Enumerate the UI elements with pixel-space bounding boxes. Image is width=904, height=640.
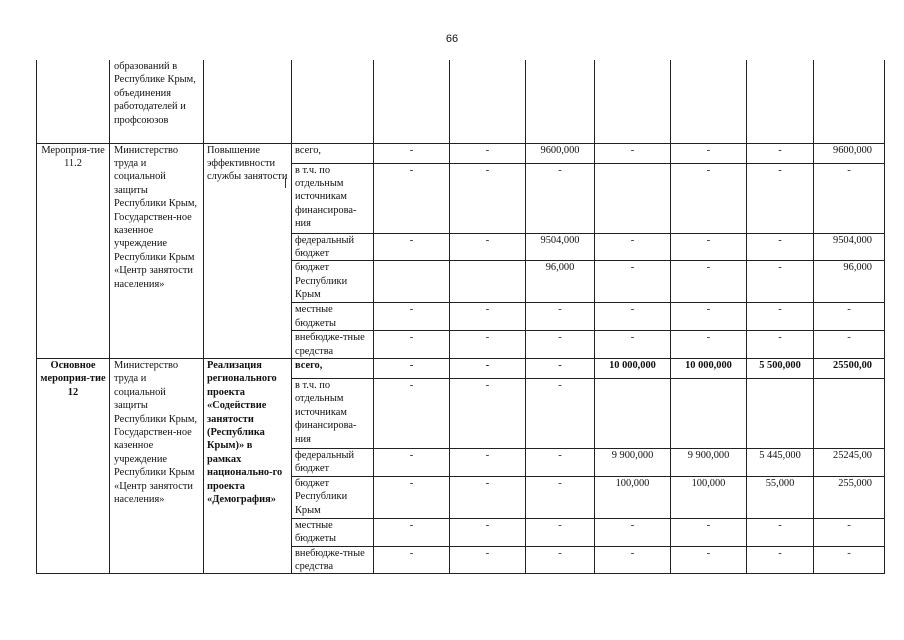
cont-name-cell: [37, 60, 110, 143]
empty-value-cell: -: [671, 261, 747, 303]
cont-value-cell: [595, 60, 671, 143]
empty-value-cell: -: [374, 448, 450, 476]
empty-value-cell: -: [747, 143, 814, 163]
empty-value-cell: -: [374, 518, 450, 546]
empty-value-cell: -: [814, 518, 885, 546]
empty-value-cell: -: [450, 476, 526, 518]
amount-cell: 9 900,000: [671, 448, 747, 476]
empty-value-cell: -: [374, 143, 450, 163]
empty-value-cell: -: [374, 163, 450, 233]
amount-cell: 255,000: [814, 476, 885, 518]
amount-cell: 55,000: [747, 476, 814, 518]
empty-value-cell: [814, 378, 885, 448]
empty-value-cell: -: [814, 163, 885, 233]
empty-value-cell: -: [450, 143, 526, 163]
amount-cell: 9 900,000: [595, 448, 671, 476]
event-title-cell: Реализация регионального проекта «Содействие занятости (Республика Крым)» в рамках национально-го проекта «Демография»: [204, 358, 292, 573]
empty-value-cell: -: [814, 303, 885, 331]
cont-value-cell: [374, 60, 450, 143]
budget-table: [36, 60, 885, 574]
amount-cell: 9600,000: [526, 143, 595, 163]
amount-cell: 100,000: [595, 476, 671, 518]
empty-value-cell: -: [747, 261, 814, 303]
empty-value-cell: -: [814, 546, 885, 574]
empty-value-cell: -: [374, 378, 450, 448]
cont-value-cell: [747, 60, 814, 143]
empty-value-cell: -: [595, 331, 671, 359]
funding-source-cell: всего,: [292, 143, 374, 163]
cont-value-cell: [814, 60, 885, 143]
event-name-cell: Мероприя-тие 11.2: [37, 143, 110, 358]
empty-value-cell: -: [595, 261, 671, 303]
event-title-cell: Повышение эффективности службы занятости: [204, 143, 292, 358]
cont-label-cell: [292, 60, 374, 143]
executor-cell: Министерство труда и социальной защиты Республики Крым, Государствен-ное казенное учреждение Республики Крым «Центр занятости населения»: [110, 143, 204, 358]
empty-value-cell: -: [374, 546, 450, 574]
empty-value-cell: -: [747, 163, 814, 233]
empty-value-cell: -: [671, 546, 747, 574]
cont-value-cell: [450, 60, 526, 143]
amount-cell: 100,000: [671, 476, 747, 518]
empty-value-cell: -: [671, 518, 747, 546]
funding-source-cell: федеральный бюджет: [292, 233, 374, 261]
empty-value-cell: -: [526, 303, 595, 331]
empty-value-cell: -: [747, 233, 814, 261]
empty-value-cell: -: [526, 331, 595, 359]
empty-value-cell: -: [526, 518, 595, 546]
funding-source-cell: внебюдже-тные средства: [292, 331, 374, 359]
cont-org-cell: образований в Республике Крым, объединения работодателей и профсоюзов: [110, 60, 204, 143]
empty-value-cell: -: [595, 546, 671, 574]
empty-value-cell: -: [671, 233, 747, 261]
empty-value-cell: -: [450, 358, 526, 378]
empty-value-cell: -: [450, 233, 526, 261]
empty-value-cell: -: [526, 163, 595, 233]
empty-value-cell: -: [595, 233, 671, 261]
cont-title-cell: [204, 60, 292, 143]
empty-value-cell: [374, 261, 450, 303]
empty-value-cell: [450, 261, 526, 303]
empty-value-cell: [671, 378, 747, 448]
empty-value-cell: -: [747, 518, 814, 546]
amount-cell: 96,000: [526, 261, 595, 303]
block-row: [37, 143, 885, 163]
event-name-cell: Основное мероприя-тие 12: [37, 358, 110, 573]
empty-value-cell: -: [671, 163, 747, 233]
amount-cell: 9504,000: [526, 233, 595, 261]
amount-cell: 10 000,000: [595, 358, 671, 378]
amount-cell: 10 000,000: [671, 358, 747, 378]
empty-value-cell: [595, 378, 671, 448]
empty-value-cell: -: [526, 448, 595, 476]
empty-value-cell: -: [526, 358, 595, 378]
empty-value-cell: -: [374, 358, 450, 378]
funding-source-cell: в т.ч. по отдельным источникам финансирова-ния: [292, 378, 374, 448]
empty-value-cell: -: [595, 303, 671, 331]
executor-cell: Министерство труда и социальной защиты Республики Крым, Государствен-ное казенное учреждение Республики Крым «Центр занятости населения»: [110, 358, 204, 573]
funding-source-cell: бюджет Республики Крым: [292, 261, 374, 303]
empty-value-cell: -: [671, 143, 747, 163]
amount-cell: 25500,00: [814, 358, 885, 378]
amount-cell: 25245,00: [814, 448, 885, 476]
funding-source-cell: федеральный бюджет: [292, 448, 374, 476]
empty-value-cell: -: [450, 546, 526, 574]
empty-value-cell: -: [450, 518, 526, 546]
empty-value-cell: -: [374, 233, 450, 261]
amount-cell: 96,000: [814, 261, 885, 303]
block-row: [37, 358, 885, 378]
funding-source-cell: в т.ч. по отдельным источникам финансирова-ния: [292, 163, 374, 233]
empty-value-cell: -: [450, 378, 526, 448]
empty-value-cell: -: [671, 331, 747, 359]
empty-value-cell: -: [374, 476, 450, 518]
amount-cell: 9600,000: [814, 143, 885, 163]
empty-value-cell: -: [374, 303, 450, 331]
empty-value-cell: -: [450, 448, 526, 476]
empty-value-cell: -: [595, 518, 671, 546]
empty-value-cell: [595, 163, 671, 233]
empty-value-cell: -: [450, 163, 526, 233]
empty-value-cell: -: [814, 331, 885, 359]
empty-value-cell: -: [747, 546, 814, 574]
amount-cell: 9504,000: [814, 233, 885, 261]
funding-source-cell: бюджет Республики Крым: [292, 476, 374, 518]
funding-source-cell: местные бюджеты: [292, 303, 374, 331]
funding-source-cell: местные бюджеты: [292, 518, 374, 546]
table-body: [37, 60, 885, 574]
funding-source-cell: внебюдже-тные средства: [292, 546, 374, 574]
page-number: 66: [445, 33, 459, 45]
empty-value-cell: -: [526, 378, 595, 448]
amount-cell: 5 445,000: [747, 448, 814, 476]
empty-value-cell: -: [450, 331, 526, 359]
continuation-row: [37, 60, 885, 143]
empty-value-cell: -: [595, 143, 671, 163]
amount-cell: 5 500,000: [747, 358, 814, 378]
empty-value-cell: -: [747, 331, 814, 359]
empty-value-cell: -: [747, 303, 814, 331]
funding-source-cell: всего,: [292, 358, 374, 378]
cont-value-cell: [526, 60, 595, 143]
empty-value-cell: -: [374, 331, 450, 359]
empty-value-cell: -: [526, 546, 595, 574]
empty-value-cell: [747, 378, 814, 448]
empty-value-cell: -: [671, 303, 747, 331]
empty-value-cell: -: [450, 303, 526, 331]
cont-value-cell: [671, 60, 747, 143]
empty-value-cell: -: [526, 476, 595, 518]
